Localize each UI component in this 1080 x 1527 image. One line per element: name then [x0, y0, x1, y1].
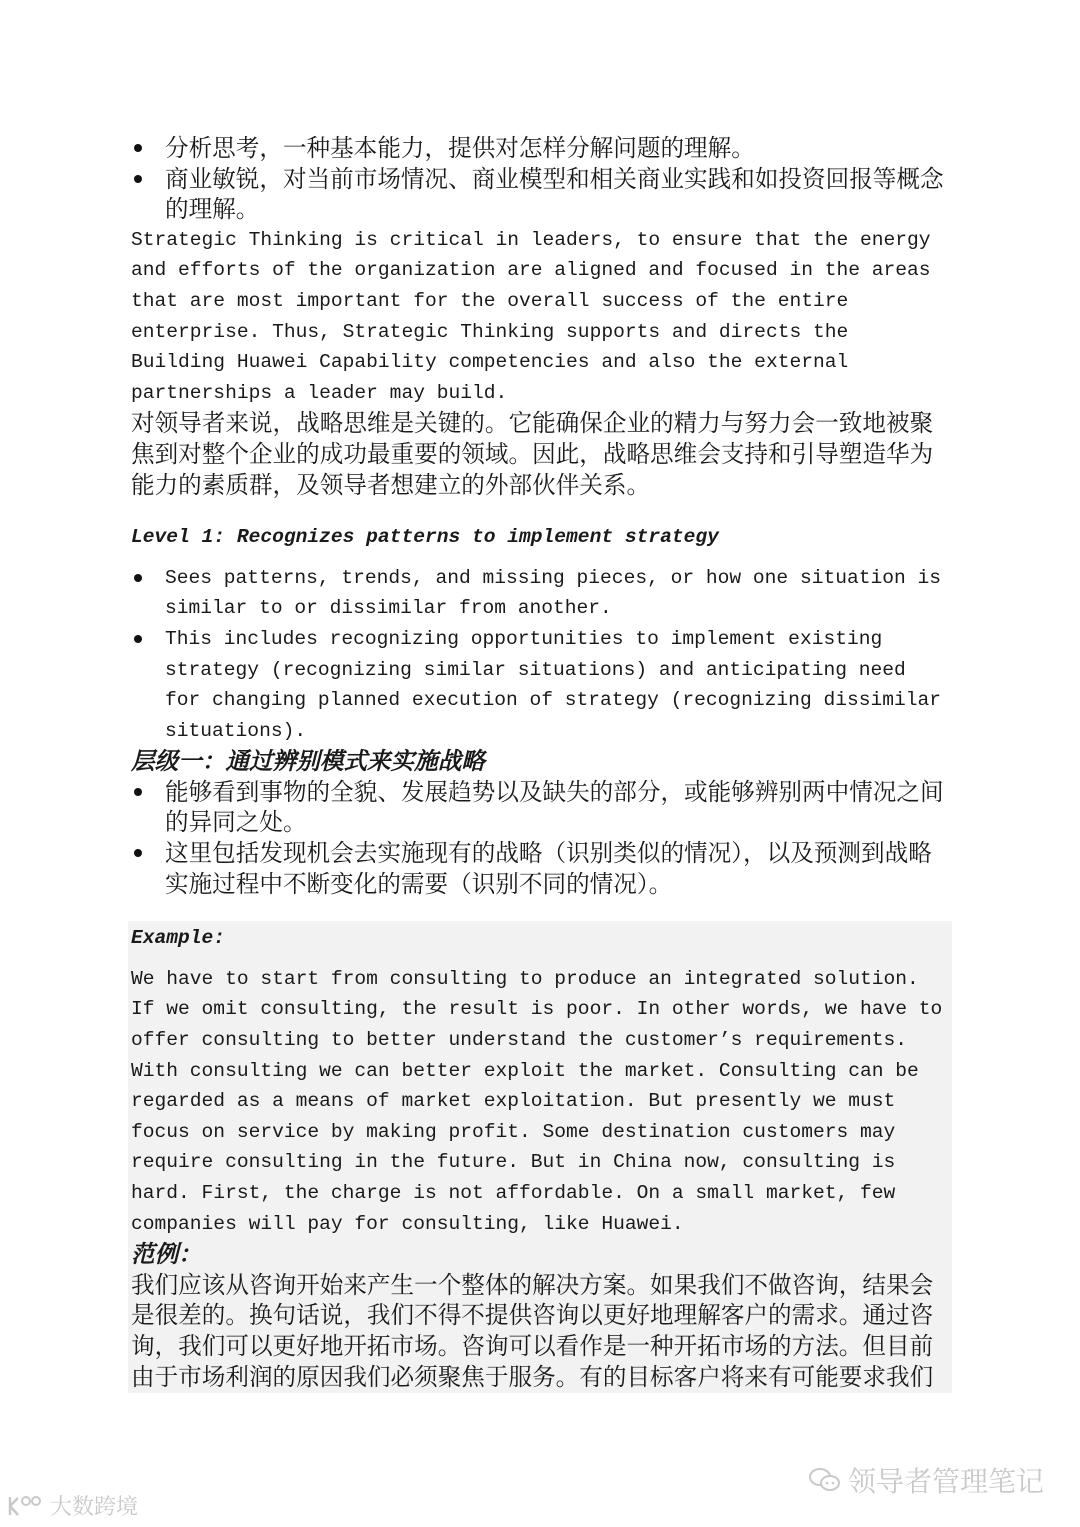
text-line: 层级一：通过辨别模式来实施战略: [131, 747, 485, 776]
logo-icon: [6, 1494, 46, 1518]
text-line: 对领导者来说，战略思维是关键的。它能确保企业的精力与努力会一致地被聚: [131, 409, 934, 438]
watermark-left-text: 大数跨境: [50, 1495, 139, 1520]
paragraph: [131, 225, 961, 409]
wechat-icon: [808, 1466, 842, 1494]
watermark-logo: [6, 1490, 138, 1521]
text-line: offer consulting to better understand the customer’s requirements.: [131, 1029, 908, 1052]
paragraph: [131, 408, 961, 500]
text-line: 焦到对整个企业的成功最重要的领域。因此，战略思维会支持和引导塑造华为: [131, 439, 934, 468]
text-line: require consulting in the future. But in China now, consulting is: [131, 1151, 896, 1174]
section-heading: [131, 522, 961, 553]
text-line: 这里包括发现机会去实施现有的战略（识别类似的情况），以及预测到战略: [165, 839, 932, 868]
bullet-icon: [134, 635, 142, 643]
bullet-item: [131, 164, 961, 225]
text-line: 能力的素质群，及领导者想建立的外部伙伴关系。: [131, 470, 651, 499]
text-line: 分析思考，一种基本能力，提供对怎样分解问题的理解。: [165, 134, 755, 162]
watermark-wechat: [808, 1460, 1044, 1500]
text-line: and efforts of the organization are aligned and focused in the areas: [131, 259, 931, 282]
text-line: 由于市场利润的原因我们必须聚焦于服务。有的目标客户将来有可能要求我们: [131, 1362, 934, 1391]
text-line: 的理解。: [165, 195, 260, 224]
text-line: Level 1: Recognizes patterns to implement strategy: [131, 526, 719, 549]
text-line: 的异同之处。: [165, 808, 307, 837]
section-heading: [131, 746, 961, 777]
bullet-item: [131, 563, 961, 624]
text-line: This includes recognizing opportunities to implement existing: [165, 627, 883, 650]
bullet-icon: [134, 175, 142, 183]
text-line: partnerships a leader may build.: [131, 381, 508, 404]
text-line: that are most important for the overall success of the entire: [131, 289, 849, 312]
bullet-item: [131, 777, 961, 838]
text-line: enterprise. Thus, Strategic Thinking supports and directs the: [131, 320, 849, 343]
watermark-right-text: 领导者管理笔记: [847, 1465, 1044, 1498]
bullet-icon: [134, 849, 142, 857]
text-line: similar to or dissimilar from another.: [165, 597, 612, 620]
example-box: [128, 921, 952, 1393]
text-line: focus on service by making profit. Some destination customers may: [131, 1120, 896, 1143]
text-line: Strategic Thinking is critical in leaders, to ensure that the energy: [131, 228, 931, 251]
text-line: regarded as a means of market exploitation. But presently we must: [131, 1090, 896, 1113]
text-line: 是很差的。换句话说，我们不得不提供咨询以更好地理解客户的需求。通过咨: [131, 1301, 934, 1330]
text-line: 实施过程中不断变化的需要（识别不同的情况）。: [165, 869, 673, 898]
text-line: With consulting we can better exploit the market. Consulting can be: [131, 1059, 919, 1082]
example-label-zh: 范例：: [131, 1240, 202, 1269]
text-line: 询，我们可以更好地开拓市场。咨询可以看作是一种开拓市场的方法。但目前: [131, 1331, 934, 1360]
document-body: [131, 133, 961, 1393]
bullet-item: [131, 838, 961, 899]
text-line: 我们应该从咨询开始来产生一个整体的解决方案。如果我们不做咨询，结果会: [131, 1270, 934, 1299]
text-line: for changing planned execution of strategy (recognizing dissimilar: [165, 689, 942, 712]
text-line: 能够看到事物的全貌、发展趋势以及缺失的部分，或能够辨别两中情况之间: [165, 777, 944, 806]
text-line: strategy (recognizing similar situations) and anticipating need: [165, 658, 906, 681]
text-line: companies will pay for consulting, like Huawei.: [131, 1212, 684, 1235]
bullet-icon: [134, 574, 142, 582]
text-line: situations).: [165, 719, 307, 742]
bullet-icon: [134, 144, 142, 152]
bullet-item: [131, 133, 961, 164]
text-line: Sees patterns, trends, and missing pieces, or how one situation is: [165, 566, 942, 589]
text-line: 商业敏锐，对当前市场情况、商业模型和相关商业实践和如投资回报等概念: [165, 164, 944, 193]
bullet-icon: [134, 788, 142, 796]
example-label: Example:: [131, 927, 226, 950]
text-line: Building Huawei Capability competencies and also the external: [131, 351, 849, 374]
bullet-item: [131, 624, 961, 746]
text-line: We have to start from consulting to produce an integrated solution.: [131, 967, 919, 990]
text-line: hard. First, the charge is not affordable. On a small market, few: [131, 1182, 896, 1204]
text-line: If we omit consulting, the result is poor. In other words, we have to: [131, 998, 943, 1021]
